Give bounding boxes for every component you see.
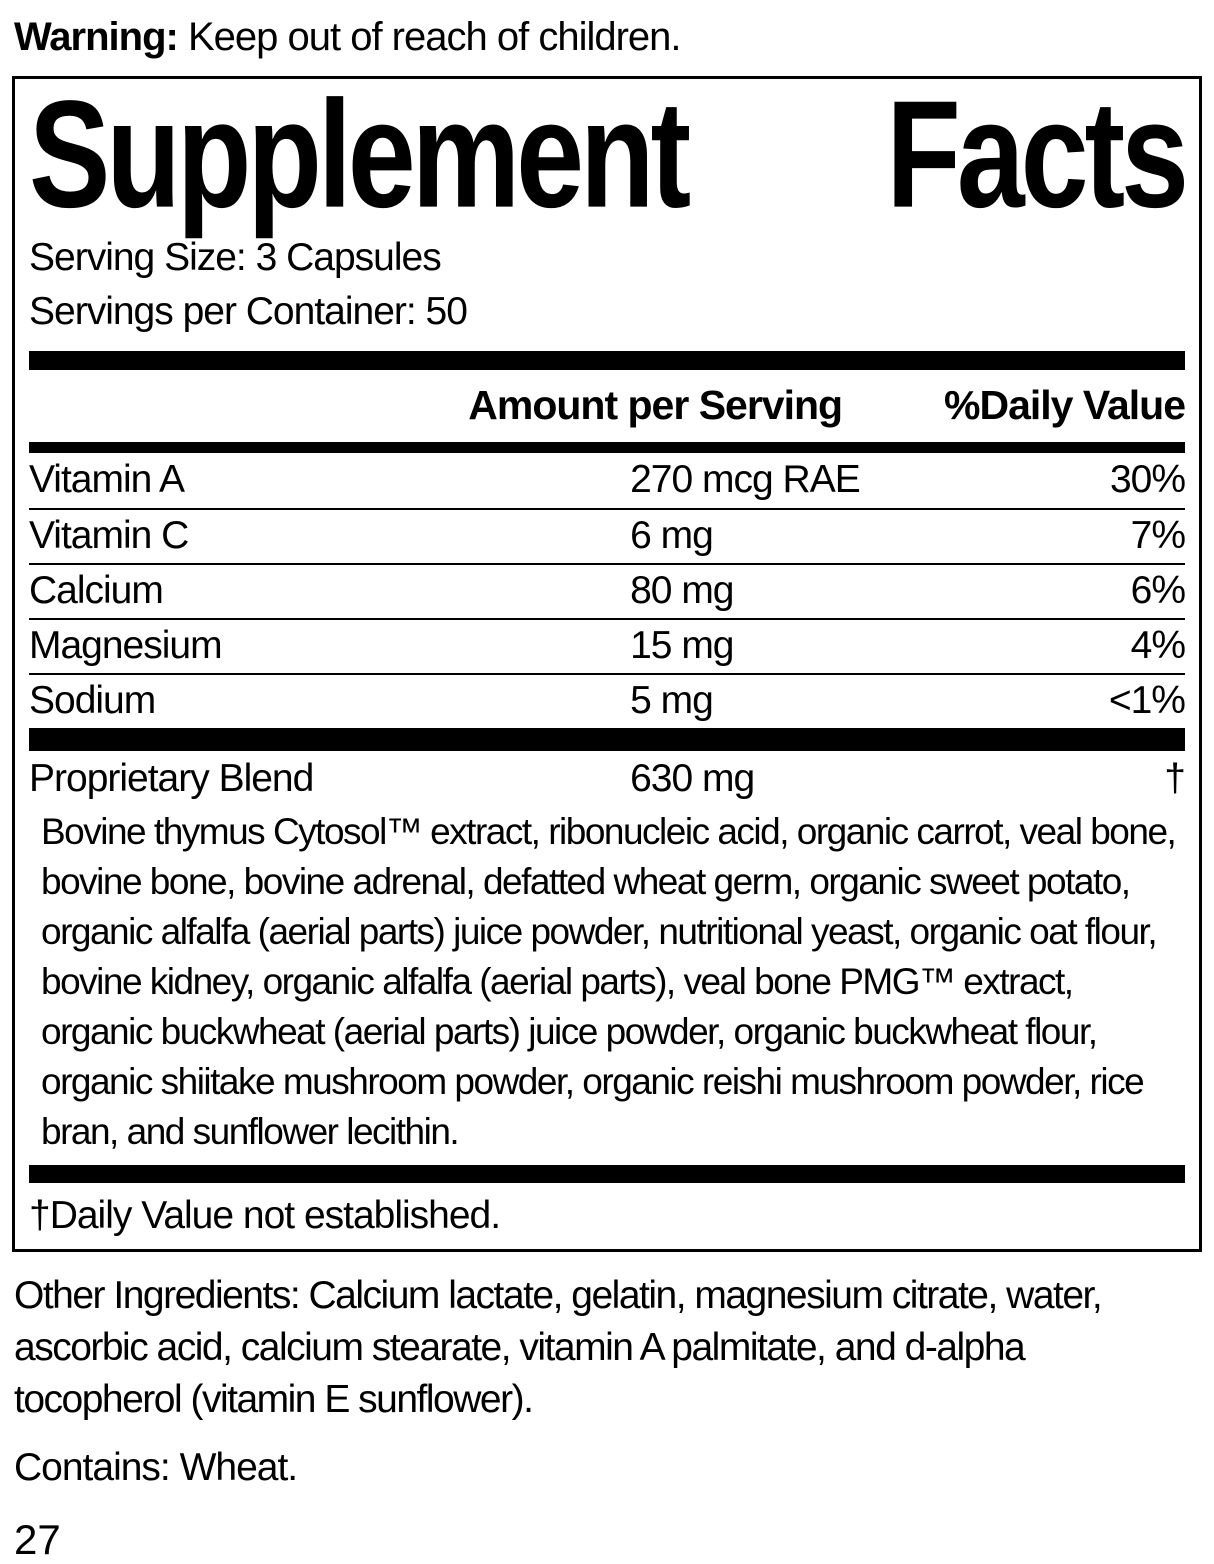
column-header-row — [29, 370, 1185, 442]
column-header-amount: Amount per Serving — [468, 382, 843, 429]
column-header-daily-value: %Daily Value — [944, 382, 1185, 429]
nutrient-amount: 270 mcg RAE — [630, 458, 860, 502]
warning-statement — [0, 0, 1214, 60]
divider-bar — [29, 1165, 1185, 1183]
nutrient-amount: 80 mg — [630, 569, 734, 613]
proprietary-blend-row — [29, 751, 1185, 807]
blend-amount: 630 mg — [630, 756, 755, 800]
title-word-facts: Facts — [886, 69, 1185, 240]
page-number: 27 — [14, 1516, 61, 1564]
nutrient-daily-value: 7% — [1130, 514, 1185, 558]
nutrient-name: Vitamin C — [29, 514, 189, 558]
divider-bar — [29, 442, 1185, 453]
nutrient-name: Calcium — [29, 569, 163, 613]
blend-daily-value: † — [1164, 756, 1185, 800]
servings-per-container: Servings per Container: 50 — [29, 289, 467, 333]
daily-value-footnote: †Daily Value not established. — [29, 1193, 501, 1237]
nutrient-name: Sodium — [29, 679, 156, 723]
nutrient-row-vitamin-a — [29, 453, 1185, 508]
divider-bar — [29, 351, 1185, 370]
nutrient-name: Magnesium — [29, 624, 222, 668]
nutrient-daily-value: 6% — [1130, 569, 1185, 613]
nutrient-amount: 5 mg — [630, 679, 713, 723]
nutrient-daily-value: 30% — [1109, 458, 1185, 502]
divider-bar — [29, 728, 1185, 751]
nutrient-daily-value: <1% — [1108, 679, 1185, 723]
nutrient-daily-value: 4% — [1130, 624, 1185, 668]
warning-label: Warning: — [14, 15, 178, 59]
nutrient-row-sodium — [29, 673, 1185, 728]
blend-description: Bovine thymus Cytosol™ extract, ribonucleic acid, organic carrot, veal bone, bovine bone, bovine adrenal, defatted wheat germ, organic sweet potato, organic alfalfa (aerial parts) juice powder, nutritional yeast, organic oat flour, bovine kidney, organic alfalfa (aerial parts), veal bone PMG™ extract, organic buckwheat (aerial parts) juice powder, organic buckwheat flour, organic shiitake mushroom powder, organic reishi mushroom powder, rice bran, and sunflower lecithin. — [41, 810, 1176, 1152]
nutrient-row-calcium — [29, 563, 1185, 618]
panel-title — [29, 60, 1185, 248]
nutrient-amount: 6 mg — [630, 514, 713, 558]
nutrient-amount: 15 mg — [630, 624, 734, 668]
nutrient-name: Vitamin A — [29, 458, 185, 502]
blend-name: Proprietary Blend — [29, 756, 314, 800]
nutrient-row-magnesium — [29, 618, 1185, 673]
supplement-facts-panel — [12, 69, 1202, 1252]
warning-text: Keep out of reach of children. — [187, 15, 681, 59]
serving-size: Serving Size: 3 Capsules — [29, 236, 441, 279]
other-ingredients: Other Ingredients: Calcium lactate, gelatin, magnesium citrate, water, ascorbic acid, calcium stearate, vitamin A palmitate, and d-alpha tocopherol (vitamin E sunflower). — [14, 1274, 1102, 1422]
contains-statement: Contains: Wheat. — [14, 1446, 298, 1490]
nutrient-row-vitamin-c — [29, 508, 1185, 563]
title-word-supplement: Supplement — [29, 69, 688, 240]
